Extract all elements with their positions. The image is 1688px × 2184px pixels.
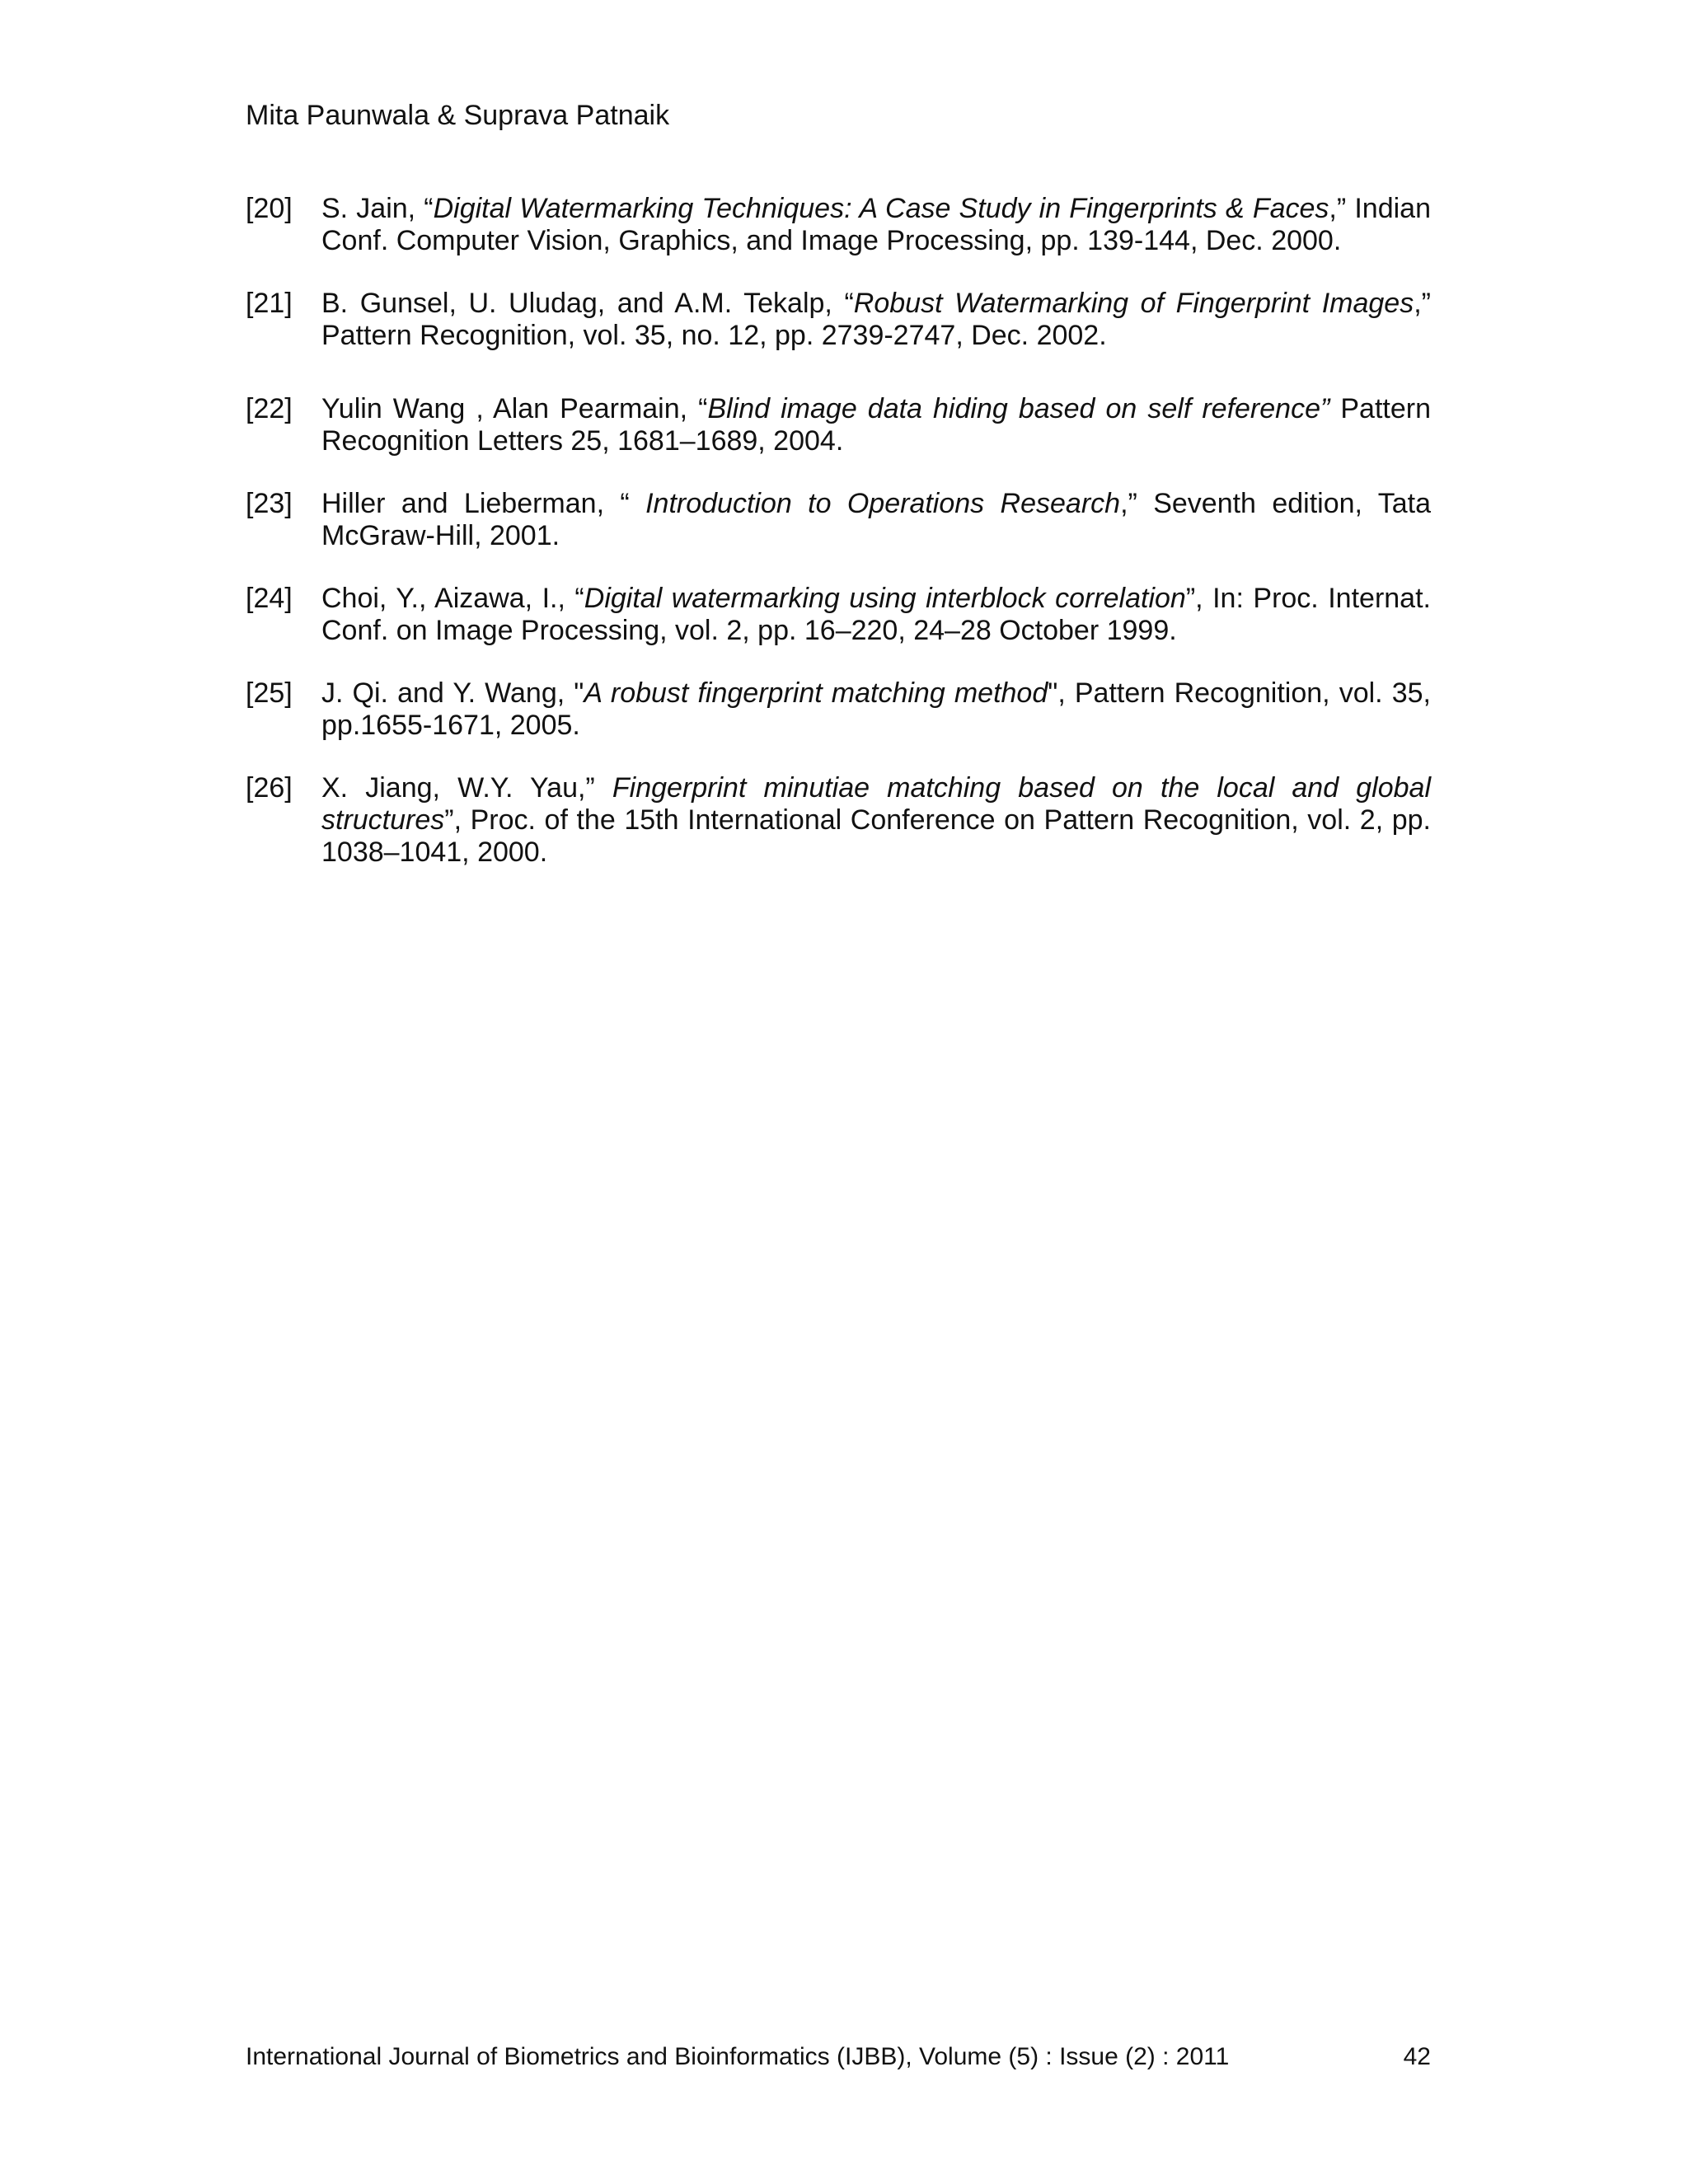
reference-text	[321, 772, 1431, 869]
reference-text	[321, 193, 1431, 257]
reference-text	[321, 677, 1431, 742]
reference-source: Pattern Recognition Letters 25, 1681–1689, 2004.	[321, 393, 1431, 457]
reference-title: Robust Watermarking of Fingerprint Images	[853, 288, 1414, 319]
reference-source: ", Pattern Recognition, vol. 35, pp.1655-1671, 2005.	[321, 677, 1431, 741]
reference-source: ,” Indian Conf. Computer Vision, Graphics, and Image Processing, pp. 139-144, Dec. 2000.	[321, 193, 1431, 256]
reference-number: [24]	[246, 583, 293, 614]
reference-number: [25]	[246, 677, 293, 709]
reference-authors: Yulin Wang , Alan Pearmain, “	[321, 393, 708, 424]
reference-number: [26]	[246, 772, 293, 804]
reference-text	[321, 288, 1431, 352]
page-number: 42	[1403, 2043, 1431, 2070]
reference-item	[246, 193, 1431, 257]
reference-item	[246, 677, 1431, 742]
reference-source: ,” Pattern Recognition, vol. 35, no. 12, pp. 2739-2747, Dec. 2002.	[321, 288, 1431, 351]
reference-text	[321, 393, 1431, 457]
reference-list	[246, 193, 1431, 899]
reference-number: [21]	[246, 288, 293, 319]
reference-item	[246, 393, 1431, 457]
footer-journal-citation: International Journal of Biometrics and Bioinformatics (IJBB), Volume (5) : Issue (2) : 2011	[246, 2043, 1230, 2070]
reference-number: [23]	[246, 488, 293, 519]
reference-title: Digital watermarking using interblock correlation	[584, 583, 1186, 614]
reference-text	[321, 488, 1431, 552]
reference-title: Blind image data hiding based on self reference”	[707, 393, 1330, 424]
reference-authors: B. Gunsel, U. Uludag, and A.M. Tekalp, “	[321, 288, 854, 319]
reference-authors: J. Qi. and Y. Wang, "	[321, 677, 584, 709]
reference-item	[246, 288, 1431, 352]
reference-item	[246, 583, 1431, 647]
reference-title: A robust fingerprint matching method	[584, 677, 1048, 709]
reference-source: ,” Seventh edition, Tata McGraw-Hill, 2001.	[321, 488, 1431, 551]
reference-title: Introduction to Operations Research	[645, 488, 1121, 519]
reference-text	[321, 583, 1431, 647]
reference-number: [22]	[246, 393, 293, 424]
reference-authors: Choi, Y., Aizawa, I., “	[321, 583, 584, 614]
reference-item	[246, 488, 1431, 552]
reference-item	[246, 772, 1431, 869]
reference-title: Fingerprint minutiae matching based on the local and global structures	[321, 772, 1431, 836]
reference-authors: S. Jain, “	[321, 193, 434, 224]
reference-authors: Hiller and Lieberman, “	[321, 488, 646, 519]
reference-authors: X. Jiang, W.Y. Yau,”	[321, 772, 612, 804]
reference-number: [20]	[246, 193, 293, 224]
reference-source: ”, Proc. of the 15th International Conference on Pattern Recognition, vol. 2, pp. 1038–1041, 2000.	[321, 804, 1431, 868]
reference-source: ”, In: Proc. Internat. Conf. on Image Processing, vol. 2, pp. 16–220, 24–28 October 1999.	[321, 583, 1431, 646]
running-head-authors: Mita Paunwala & Suprava Patnaik	[246, 100, 670, 131]
reference-title: Digital Watermarking Techniques: A Case Study in Fingerprints & Faces	[433, 193, 1329, 224]
